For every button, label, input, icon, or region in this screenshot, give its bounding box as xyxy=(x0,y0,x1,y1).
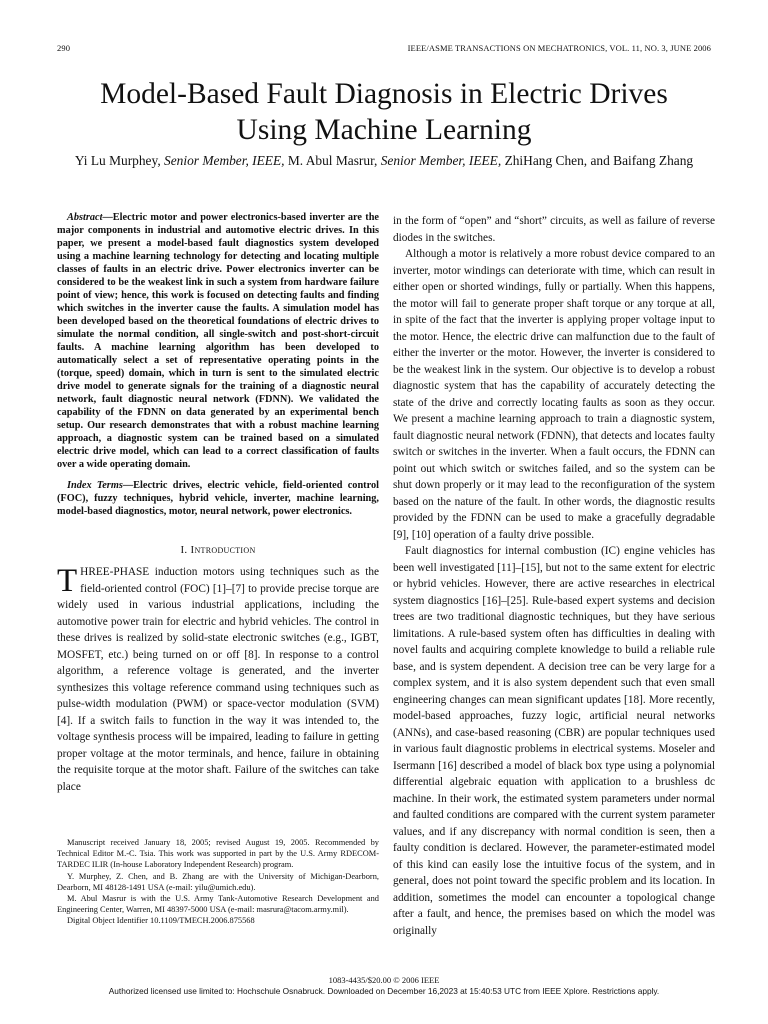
section-heading xyxy=(57,544,379,556)
author-1: Yi Lu Murphey, xyxy=(74,153,161,168)
drop-cap: T xyxy=(57,563,78,599)
title-line-1: Model-Based Fault Diagnosis in Electric Drives xyxy=(100,78,668,110)
author-list xyxy=(30,152,738,170)
title-line-2: Using Machine Learning xyxy=(236,114,532,146)
issn-footer: 1083-4435/$20.00 © 2006 IEEE xyxy=(328,975,440,985)
section-numeral: I. xyxy=(180,544,188,556)
journal-header: IEEE/ASME TRANSACTIONS ON MECHATRONICS, VOL. 11, NO. 3, JUNE 2006 xyxy=(407,43,711,53)
footnote-doi: Digital Object Identifier 10.1109/TMECH.2006.875568 xyxy=(67,916,255,926)
footnote-manuscript: Manuscript received January 18, 2005; revised August 19, 2005. Recommended by Technical Editor M.-C. Tsia. This work was supported in part by the U.S. Army RDECOM-TARDEC ILIR (In-house Laboratory Independent Research) program. xyxy=(57,838,379,870)
left-column xyxy=(57,211,379,795)
right-column xyxy=(393,213,715,939)
intro-text: HREE-PHASE induction motors using techniques such as the field-oriented control (FOC) [1]–[7] to provide precise torque are widely used in various industrial applications, including the automotive power train for electric and hybrid vehicles. The control in these drives is realized by solid-state electronic switches (e.g., IGBT, MOSFET, etc.) being turned on or off [8]. In response to a control algorithm, a reference voltage is generated, and the inverter synthesizes this voltage reference command using techniques such as pulse-width modulation (PWM) or space-vector modulation (SVM) [4]. If a switch fails to function in the way it was intended to, the voltage synthesis process will be impaired, leading to failure in getting proper voltage at the motor terminals, and hence, failure in obtaining the requisite torque at the motor shaft. Failure of the switches can take place xyxy=(57,566,379,793)
intro-paragraph xyxy=(57,564,379,795)
index-terms xyxy=(57,479,379,518)
index-terms-text: —Electric drives, electric vehicle, field-oriented control (FOC), fuzzy techniques, hybrid vehicle, inverter, machine learning, model-based diagnostics, motor, neural network, power electronics. xyxy=(57,480,379,517)
paper-title xyxy=(40,76,728,148)
right-paragraph-1: Although a motor is relatively a more robust device compared to an inverter, motor windings can deteriorate with time, which can result in either open or shorted windings, fully or partially. When this happens, the motor will fail to generate proper shaft torque or any torque at all, in spite of the fact that the inverter is applying proper voltage input to the motor. Hence, the electric drive can malfunction due to the fault of either the inverter or the motor. However, the inverter is considered to be the weakest link in the system. Our objective is to develop a robust diagnostic system that has the capability of accurately detecting the state of the drive and correctly locating faults as soon as they occur. We present a machine learning approach to train a diagnostic system, fault diagnostic neural network (FDNN), that detects and locates faulty switch or switches in the inverter. When a fault occurs, the FDNN can point out which switch or switches failed, and so the system can be shut down properly or it may lead to the reconfiguration of the system based on the nature of the fault. In other words, the diagnostic results provided by the FDNN can be used to make a gracefully degradable [9], [10] operation of a faulty drive possible. xyxy=(393,248,715,541)
author-2-role: Senior Member, IEEE, xyxy=(380,153,502,168)
footnote-affiliation-1: Y. Murphey, Z. Chen, and B. Zhang are with the University of Michigan-Dearborn, Dearborn, MI 48128-1491 USA (e-mail: yilu@umich.edu). xyxy=(57,871,379,892)
right-paragraph-0: in the form of “open” and “short” circuits, as well as failure of reverse diodes in the switches. xyxy=(393,215,715,244)
right-paragraph-2: Fault diagnostics for internal combustion (IC) engine vehicles has been well investigated [11]–[15], but not to the same extent for electric or hybrid vehicles. However, there are active researches in electrical system diagnostics [16]–[25]. Rule-based expert systems and decision trees are two traditional diagnostic techniques, but they have serious limitations. A rule-based system often has difficulties in dealing with novel faults and acquiring complete knowledge to build a reliable rule base, and is system dependent. A decision tree can be very large for a complex system, and it is also system dependent such that even small engineering changes can mean significant updates [18]. More recently, model-based approaches, fuzzy logic, artificial neural networks (ANNs), and case-based reasoning (CBR) are popular techniques used in various fault diagnostic problems in electrical systems. Moseler and Isermann [16] described a model of black box type using a polynomial differential algebraic equation with application to a brushless dc machine. In their work, the estimated system parameters under normal and faulted conditions are compared with the current system parameter values, and if any discrepancy with normal condition is seen, then a faulty condition is declared. However, the parameter-estimated model of this kind can easily lose the intuitive focus of the system, and in general, does not point toward the specific problem and its location. In addition, sometimes the model can encounter a topological change after a fault, and hence, the premises based on which the model was originally xyxy=(393,545,715,937)
author-1-role: Senior Member, IEEE, xyxy=(164,153,285,168)
author-3-4: ZhiHang Chen, and Baifang Zhang xyxy=(504,153,694,168)
abstract-label: Abstract xyxy=(67,212,103,223)
license-footer: Authorized licensed use limited to: Hochschule Osnabruck. Downloaded on December 16,2023 at 15:40:53 UTC from IEEE Xplore. Restrictions apply. xyxy=(108,986,660,996)
footnote-affiliation-2: M. Abul Masrur is with the U.S. Army Tank-Automotive Research Development and Engineering Center, Warren, MI 48397-5000 USA (e-mail: masrura@tacom.army.mil). xyxy=(57,894,379,915)
abstract xyxy=(57,211,379,471)
index-terms-label: Index Terms xyxy=(67,480,123,491)
section-title: Introduction xyxy=(190,544,256,556)
footnotes xyxy=(57,837,379,927)
abstract-text: —Electric motor and power electronics-based inverter are the major components in industrial and automotive electric drives. In this paper, we present a model-based fault diagnostics system developed using a machine learning technology for detecting and locating multiple classes of faults in an electric drive. Power electronics inverter can be considered to be the weakest link in such a system from hardware failure point of view; hence, this work is focused on detecting faults and finding which switches in the inverter cause the faults. A simulation model has been developed based on the theoretical foundations of electric drives to simulate the normal condition, all single-switch and post-short-circuit faults. A machine learning algorithm has been developed to automatically select a set of representative operating points in the (torque, speed) domain, which in turn is sent to the simulated electric drive model to generate signals for the training of a diagnostic neural network, fault diagnostic neural network (FDNN). We validated the capability of the FDNN on data generated by an experimental bench setup. Our research demonstrates that with a robust machine learning approach, a diagnostic system can be trained based on a simulated electric drive model, which can lead to a correct classification of faults over a wide operating domain. xyxy=(57,212,379,470)
page-number: 290 xyxy=(57,43,71,53)
author-2: M. Abul Masrur, xyxy=(287,153,378,168)
